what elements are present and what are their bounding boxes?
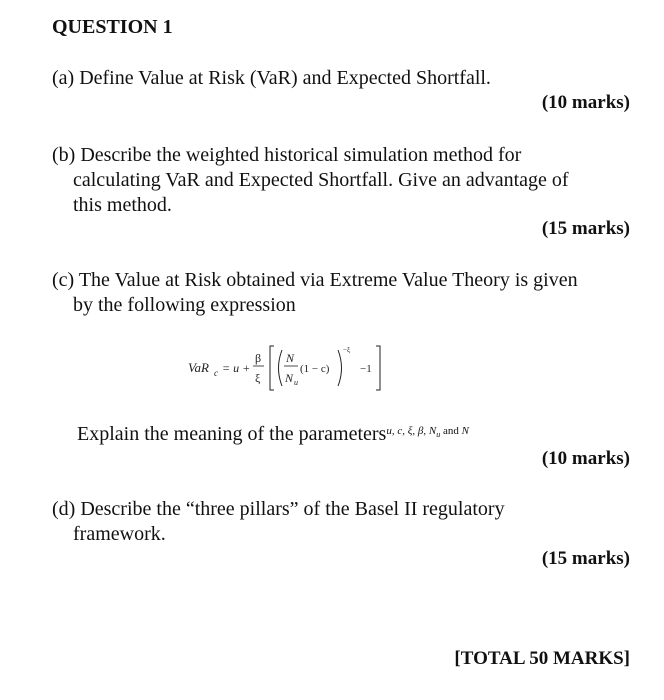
question-a-marks: (10 marks) (541, 92, 630, 113)
formula-exponent: −ξ (343, 346, 351, 354)
question-c-params: u, c, ξ, β, Nu and N (386, 425, 469, 440)
question-b (52, 143, 569, 218)
question-c-line-2: by the following expression (73, 294, 296, 316)
question-d-marks: (15 marks) (541, 548, 630, 569)
formula-right-bracket (376, 346, 380, 390)
question-c-line-1: (c) The Value at Risk obtained via Extreme Value Theory is given (52, 269, 578, 291)
question-heading: QUESTION 1 (52, 16, 173, 38)
formula-var: VaR (188, 360, 209, 375)
question-c-explain-text: Explain the meaning of the parameters (77, 423, 387, 445)
formula-left-paren (279, 350, 283, 386)
question-b-line-3: this method. (73, 194, 172, 216)
question-c-params-sub: u (436, 430, 441, 440)
question-a-line-1: (a) Define Value at Risk (VaR) and Expected Shortfall. (52, 67, 491, 89)
question-c-explain (77, 423, 469, 446)
formula-eq: = u + (222, 361, 251, 375)
total-marks: [TOTAL 50 MARKS] (454, 648, 630, 669)
question-c-params-and: and (443, 425, 459, 437)
formula-Nu: N (285, 371, 294, 385)
formula-N: N (286, 351, 295, 365)
formula-one-minus-c: (1 − c) (300, 363, 330, 375)
question-d-line-2: framework. (73, 523, 166, 545)
formula-left-bracket (270, 346, 274, 390)
question-b-line-1: (b) Describe the weighted historical simulation method for (52, 144, 522, 166)
evt-var-formula (188, 340, 408, 396)
question-c-params-last: N (461, 425, 469, 437)
question-a (52, 66, 491, 91)
formula-var-sub: c (214, 368, 218, 378)
question-c (52, 268, 578, 318)
formula-minus-one: −1 (360, 363, 372, 375)
question-d (52, 497, 505, 547)
formula-Nu-sub: u (294, 378, 298, 387)
question-b-marks: (15 marks) (541, 218, 630, 239)
question-d-line-1: (d) Describe the “three pillars” of the Basel II regulatory (52, 498, 505, 520)
formula-right-paren (338, 350, 342, 386)
formula-xi: ξ (255, 371, 261, 385)
formula-beta: β (255, 351, 262, 365)
question-b-line-2: calculating VaR and Expected Shortfall. Give an advantage of (73, 169, 569, 191)
question-c-marks: (10 marks) (541, 448, 630, 469)
